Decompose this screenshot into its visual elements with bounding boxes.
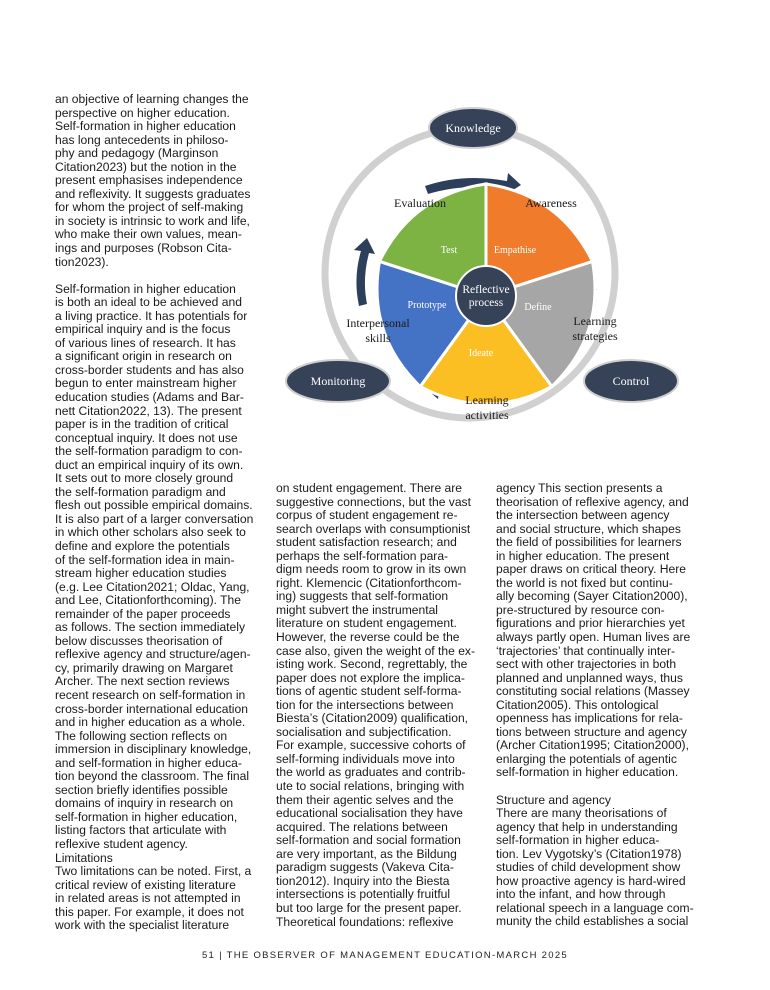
paragraph: agency This section presents a theorisation of reflexive agency, and the intersection between agency and social structure, which shapes the field of possibilities for learners in higher education. The present paper draws on critical theory. Here the world is not fixed but continu- ally becoming (Sayer Citation2000), pre-structured by resource con- figurations and prior hierarchies yet always partly open. Human lives are ‘trajectories’ that continually inter- sect with other trajectories in both planned and unplanned ways, thus constituting social relations (Massey Citation2005). This ontological openness has implications for rela- tions between structure and agency (Archer Citation1995; Citation2000), enlarging the potentials of agentic self-formation in higher education. <box>496 481 691 780</box>
paragraph: Self-formation in higher education is both an ideal to be achieved and a living practice. It has potentials for empirical inquiry and is the focus of various lines of research. It has a significant origin in research on cross-border students and has also begun to enter mainstream higher education studies (Adams and Bar- nett Citation2022, 13). The present paper is in the tradition of critical conceptual inquiry. It does not use the self-formation paradigm to con- duct an empirical inquiry of its own. It sets out to more closely ground the self-formation paradigm and flesh out possible empirical domains. It is also part of a larger conversation in which other scholars also seek to define and explore the potentials of the self-formation idea in main- stream higher education studies (e.g. Lee Citation2021; Oldac, Yang, and Lee, Citationforthcoming). The remainder of the paper proceeds as follows. The section immediately below discusses theorisation of reflexive agency and structure/agen- cy, primarily drawing on Margaret Archer. The next section reviews recent research on self-formation in cross-border international education and in higher education as a whole. The following section reflects on immersion in disciplinary knowledge, and self-formation in higher educa- tion beyond the classroom. The final section briefly identifies possible domains of inquiry in research on self-formation in higher education, listing factors that articulate with reflexive student agency. <box>55 281 254 852</box>
section-heading: Structure and agency <box>496 792 611 807</box>
label-learning-strategies-1: Learning <box>573 314 617 328</box>
text-column-2 <box>276 482 478 929</box>
label-learning-activities-1: Learning <box>465 393 509 407</box>
segment-label-empathise: Empathise <box>493 245 537 256</box>
segment-label-test: Test <box>440 245 458 256</box>
text-column-3 <box>496 482 706 929</box>
node-control-label: Control <box>612 374 650 388</box>
arrow-left <box>354 238 375 306</box>
label-awareness: Awareness <box>525 196 577 210</box>
page-footer: 51 | THE OBSERVER OF MANAGEMENT EDUCATION-MARCH 2025 <box>201 950 569 961</box>
segment-label-ideate: Ideate <box>468 348 494 359</box>
paragraph: on student engagement. There are suggestive connections, but the vast corpus of student engagement re- search overlaps with consumptionist student satisfaction research; and perhaps the self-formation para- digm needs room to grow in its own right. Klemencic (Citationforthcom- ing) suggests that self-formation might subvert the instrumental literature on student engagement. However, the reverse could be the case also, given the weight of the ex- isting work. Second, regrettably, the paper does not explore the implica- tions of agentic student self-forma- tion for the intersections between Biesta’s (Citation2009) qualification, socialisation and subjectification. For example, successive cohorts of self-forming individuals move into the world as graduates and contrib- ute to social relations, bringing with them their agentic selves and the educational socialisation they have acquired. The relations between self-formation and social formation are very important, as the Bildung paradigm suggests (Vakeva Cita- tion2012). Inquiry into the Biesta intersections is potentially fruitful but too large for the present paper. Theoretical foundations: reflexive <box>276 481 475 929</box>
label-interpersonal-2: skills <box>365 331 391 345</box>
segment-label-prototype: Prototype <box>407 300 447 311</box>
label-learning-activities-2: activities <box>465 408 509 422</box>
text-column-1 <box>55 93 263 933</box>
paragraph: an objective of learning changes the perspective on higher education. Self-formation in higher education has long antecedents in philoso- phy and pedagogy (Marginson Citation2023) but the notion in the present emphasises independence and reflexivity. It suggests graduates for whom the project of self-making in society is intrinsic to work and life, who make their own values, mean- ings and purposes (Robson Cita- tion2023). <box>55 92 251 269</box>
paragraph: Two limitations can be noted. First, a critical review of existing literature in related areas is not attempted in this paper. For example, it does not work with the specialist literature <box>55 864 252 933</box>
node-knowledge-label: Knowledge <box>445 121 501 135</box>
label-learning-strategies-2: strategies <box>572 329 618 343</box>
node-monitoring-label: Monitoring <box>310 374 366 388</box>
center-label-line1: Reflective <box>462 284 510 296</box>
reflective-process-diagram <box>283 103 743 433</box>
section-heading: Limitations <box>55 850 113 865</box>
paragraph: There are many theorisations of agency that help in understanding self-formation in higher educa- tion. Lev Vygotsky’s (Citation1978) studies of child development show how proactive agency is hard-wired into the infant, and how through relational speech in a language com- munity the child establishes a social <box>496 806 694 929</box>
label-interpersonal-1: Interpersonal <box>346 316 410 330</box>
segment-label-define: Define <box>524 302 552 313</box>
label-evaluation: Evaluation <box>394 196 446 210</box>
center-circle <box>456 266 516 326</box>
center-label-line2: process <box>468 297 504 309</box>
